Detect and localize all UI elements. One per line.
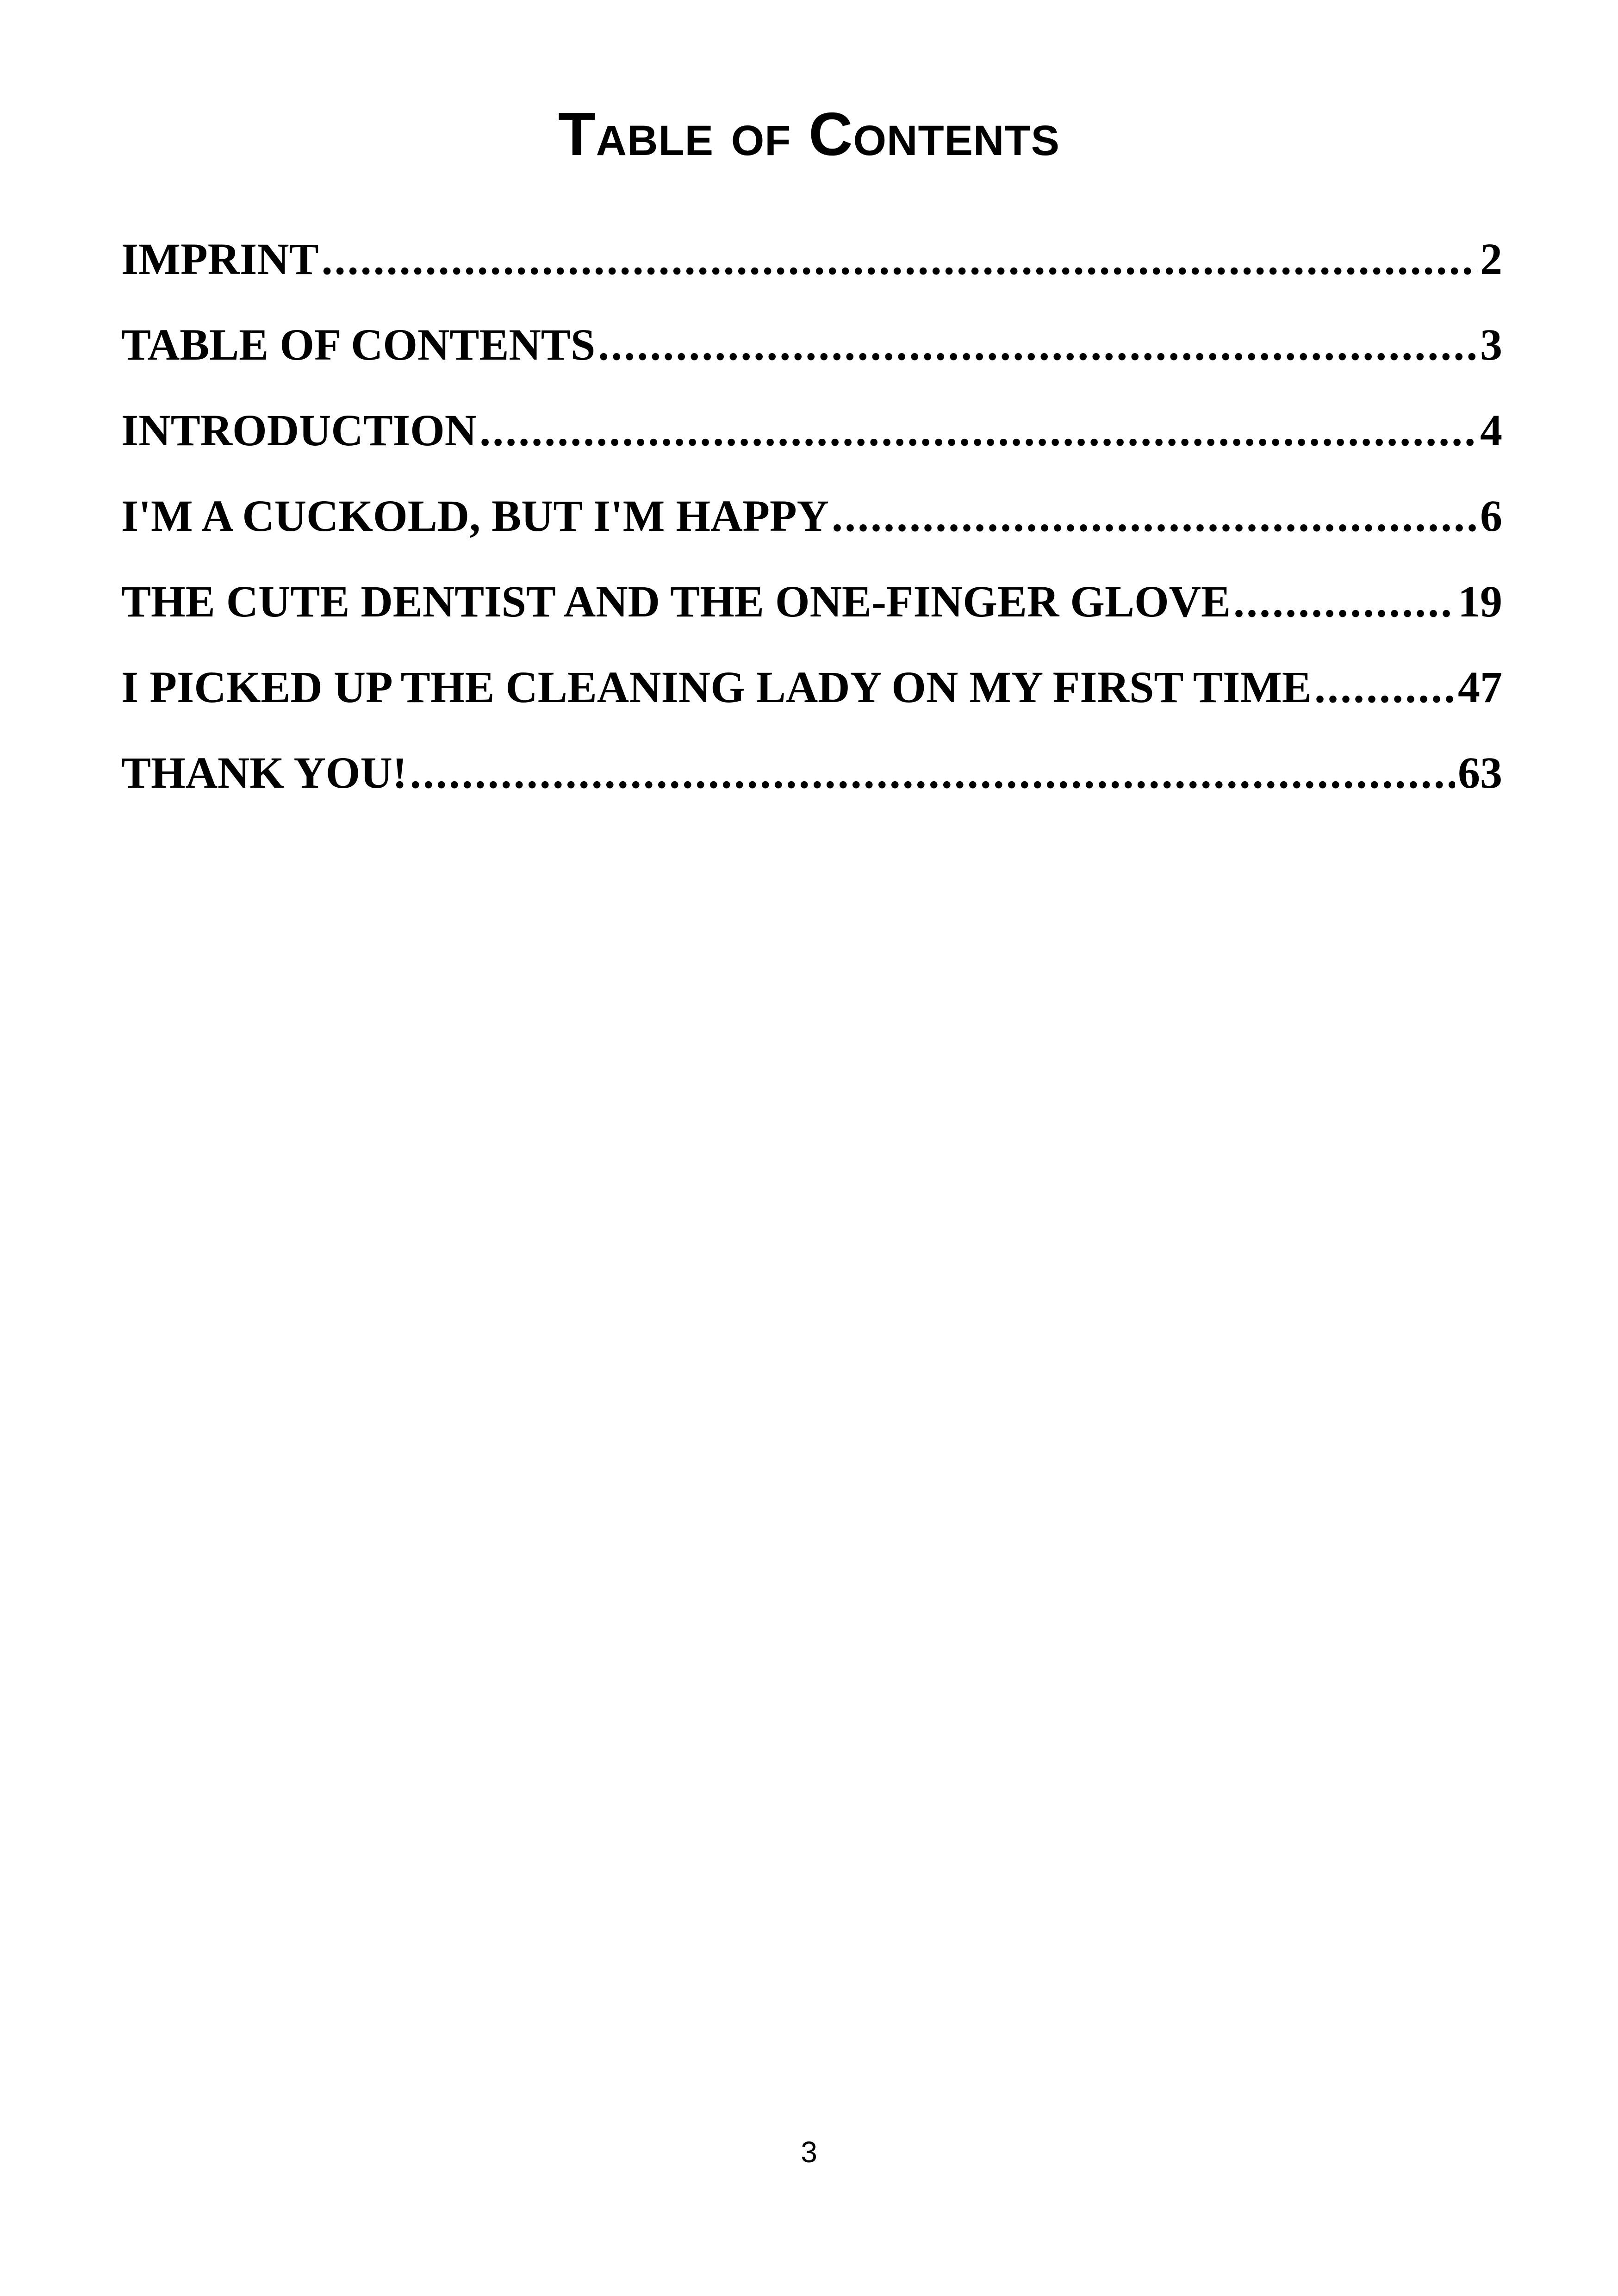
toc-entry-introduction[interactable] bbox=[121, 400, 1502, 486]
dot-leader bbox=[598, 315, 1477, 375]
dot-leader bbox=[1233, 572, 1455, 632]
toc-entry-label: IMPRINT bbox=[121, 234, 319, 284]
toc-entry-label: TABLE OF CONTENTS bbox=[121, 320, 596, 369]
dot-leader bbox=[322, 229, 1477, 289]
toc-entry-cuckold[interactable] bbox=[121, 486, 1502, 572]
toc-entry-imprint[interactable] bbox=[121, 229, 1502, 315]
toc-entry-label: INTRODUCTION bbox=[121, 405, 477, 455]
dot-leader bbox=[479, 400, 1477, 460]
toc-entry-page: 3 bbox=[1480, 320, 1502, 369]
page-number: 3 bbox=[801, 2135, 817, 2169]
toc-list bbox=[121, 229, 1502, 828]
dot-leader bbox=[410, 743, 1455, 803]
toc-entry-label: THANK YOU! bbox=[121, 748, 407, 797]
toc-entry-thank-you[interactable] bbox=[121, 743, 1502, 828]
toc-entry-page: 19 bbox=[1458, 577, 1502, 626]
toc-entry-table-of-contents[interactable] bbox=[121, 315, 1502, 400]
toc-entry-page: 63 bbox=[1458, 748, 1502, 797]
toc-entry-page: 6 bbox=[1480, 491, 1502, 541]
toc-entry-label: I PICKED UP THE CLEANING LADY ON MY FIRST TIME bbox=[121, 662, 1312, 712]
toc-entry-label: I'M A CUCKOLD, BUT I'M HAPPY bbox=[121, 491, 829, 541]
toc-entry-cleaning-lady[interactable] bbox=[121, 657, 1502, 743]
page-title: Table of Contents bbox=[558, 100, 1060, 168]
toc-entry-page: 4 bbox=[1480, 405, 1502, 455]
toc-entry-cute-dentist[interactable] bbox=[121, 572, 1502, 657]
toc-entry-page: 2 bbox=[1480, 234, 1502, 284]
dot-leader bbox=[1314, 657, 1455, 717]
toc-entry-page: 47 bbox=[1458, 662, 1502, 712]
toc-entry-label: THE CUTE DENTIST AND THE ONE-FINGER GLOVE bbox=[121, 577, 1231, 626]
dot-leader bbox=[832, 486, 1477, 546]
